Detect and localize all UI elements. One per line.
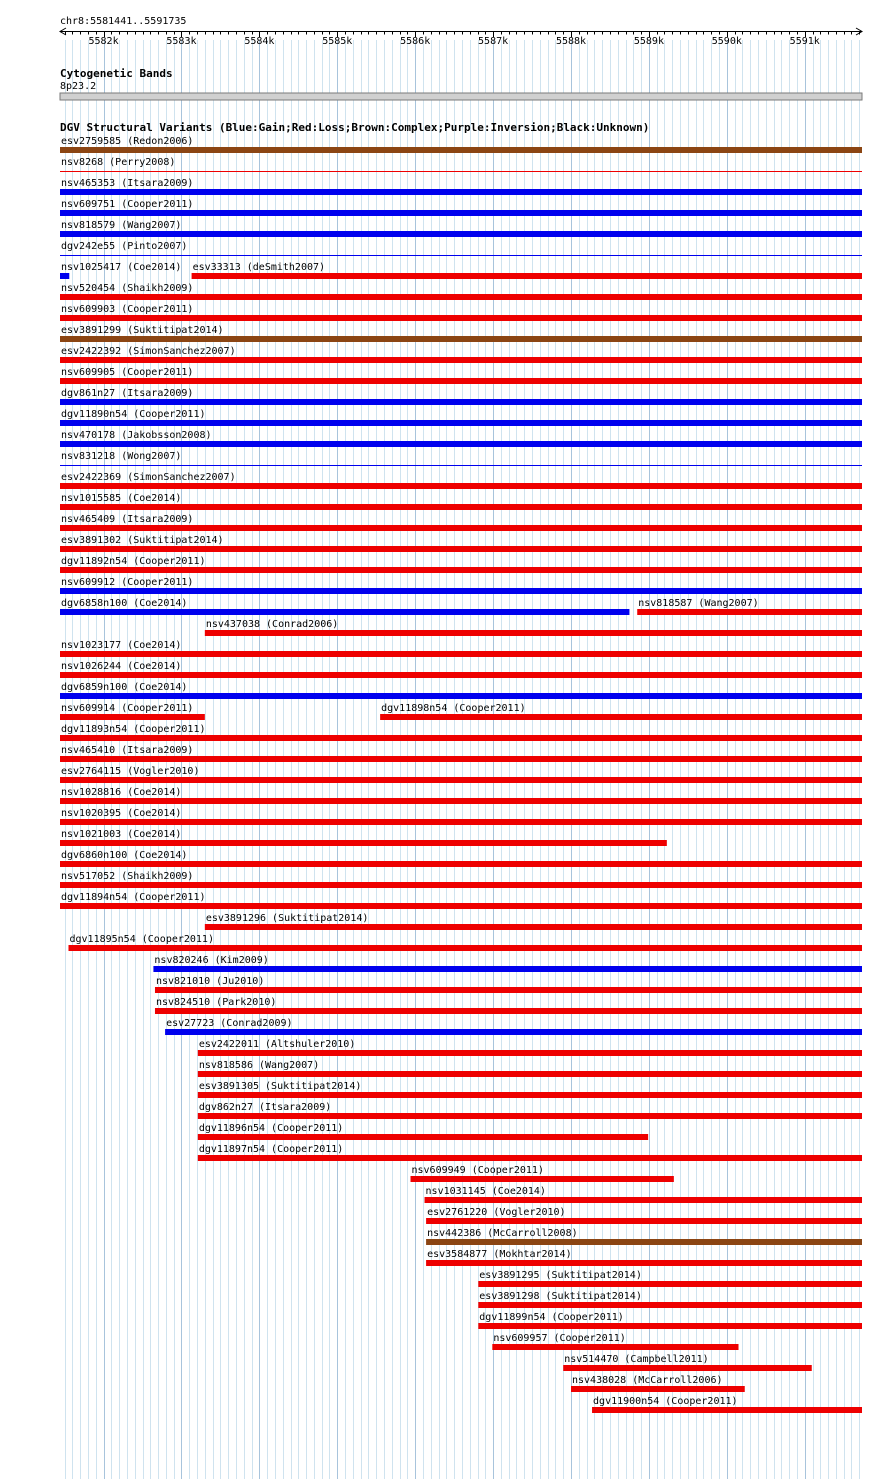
sv-feature[interactable] [60, 724, 862, 741]
sv-feature[interactable] [60, 388, 862, 405]
sv-bar[interactable] [478, 1281, 862, 1287]
sv-feature[interactable] [60, 241, 862, 256]
sv-feature[interactable] [60, 262, 181, 279]
ruler-tick-label: 5588k [555, 36, 587, 47]
sv-label: esv2422392 (SimonSanchez2007) [61, 346, 236, 357]
sv-label: esv2764115 (Vogler2010) [61, 766, 200, 777]
sv-feature[interactable] [60, 514, 862, 531]
sv-label: esv3891299 (Suktitipat2014) [61, 325, 224, 336]
sv-feature[interactable] [198, 1102, 862, 1119]
sv-feature[interactable] [60, 808, 862, 825]
sv-label: nsv1021003 (Coe2014) [61, 829, 182, 840]
sv-bar[interactable] [60, 378, 862, 384]
sv-label: dgv11894n54 (Cooper2011) [61, 892, 206, 903]
sv-feature[interactable] [205, 913, 862, 930]
sv-feature[interactable] [592, 1396, 862, 1413]
sv-label: nsv821010 (Ju2010) [155, 976, 265, 987]
sv-bar[interactable] [60, 399, 862, 405]
sv-feature[interactable] [425, 1186, 862, 1203]
sv-bar[interactable] [60, 315, 862, 321]
sv-feature[interactable] [60, 871, 862, 888]
sv-feature[interactable] [60, 283, 862, 300]
sv-feature[interactable] [198, 1060, 862, 1077]
sv-label: esv3891298 (Suktitipat2014) [479, 1291, 642, 1302]
sv-label: dgv6859n100 (Coe2014) [61, 682, 188, 693]
sv-label: esv3891296 (Suktitipat2014) [205, 913, 369, 924]
sv-bar[interactable] [60, 483, 862, 489]
sv-bar[interactable] [60, 882, 862, 888]
sv-bar[interactable] [60, 861, 862, 867]
sv-label: nsv514470 (Campbell2011) [564, 1354, 709, 1365]
sv-label: dgv11895n54 (Cooper2011) [69, 934, 214, 945]
sv-feature[interactable] [60, 178, 862, 195]
sv-bar[interactable] [60, 210, 862, 216]
ruler-tick-label: 5587k [478, 36, 509, 47]
sv-bar[interactable] [478, 1302, 862, 1308]
sv-feature[interactable] [192, 262, 862, 279]
sv-feature[interactable] [60, 199, 862, 216]
sv-feature[interactable] [60, 409, 862, 426]
sv-feature[interactable] [478, 1291, 862, 1308]
sv-feature[interactable] [60, 850, 862, 867]
sv-bar[interactable] [426, 1218, 862, 1224]
sv-bar[interactable] [60, 798, 862, 804]
sv-label: dgv11896n54 (Cooper2011) [198, 1123, 344, 1134]
cytoband-track [60, 67, 862, 100]
ruler-tick-label: 5591k [789, 36, 820, 47]
sv-bar[interactable] [198, 1155, 862, 1161]
sv-bar[interactable] [68, 945, 862, 951]
sv-feature[interactable] [198, 1039, 862, 1056]
sv-feature[interactable] [60, 220, 862, 237]
ruler-tick-label: 5585k [322, 36, 353, 47]
sv-bar[interactable] [60, 693, 862, 699]
sv-label: dgv11893n54 (Cooper2011) [61, 724, 206, 735]
sv-label: esv2761220 (Vogler2010) [427, 1207, 566, 1218]
sv-feature[interactable] [60, 577, 862, 594]
sv-bar[interactable] [60, 714, 205, 720]
sv-label: nsv1015585 (Coe2014) [61, 493, 182, 504]
cytoband-label: 8p23.2 [60, 81, 97, 92]
sv-bar[interactable] [155, 1008, 862, 1014]
region-label: chr8:5581441..5591735 [60, 16, 187, 27]
sv-feature[interactable] [426, 1249, 862, 1266]
sv-bar[interactable] [60, 588, 862, 594]
sv-label: dgv861n27 (Itsara2009) [61, 388, 194, 399]
sv-feature[interactable] [60, 703, 205, 720]
sv-bar[interactable] [592, 1407, 862, 1413]
sv-bar[interactable] [426, 1260, 862, 1266]
sv-label: esv3584877 (Mokhtar2014) [427, 1249, 572, 1260]
sv-label: esv27723 (Conrad2009) [166, 1018, 293, 1029]
sv-label: dgv6858n100 (Coe2014) [61, 598, 188, 609]
sv-bar[interactable] [411, 1176, 674, 1182]
sv-feature[interactable] [153, 955, 862, 972]
sv-label: nsv609912 (Cooper2011) [61, 577, 194, 588]
sv-bar[interactable] [60, 189, 862, 195]
sv-feature[interactable] [411, 1165, 674, 1182]
dgv-title: DGV Structural Variants (Blue:Gain;Red:Loss;Brown:Complex;Purple:Inversion;Black:Unknown) [60, 121, 650, 134]
sv-bar[interactable] [425, 1197, 862, 1203]
sv-feature[interactable] [60, 430, 862, 447]
dgv-track [60, 121, 862, 1413]
sv-bar[interactable] [60, 420, 862, 426]
sv-bar[interactable] [165, 1029, 862, 1035]
ruler-tick-label: 5583k [166, 36, 197, 47]
sv-bar[interactable] [153, 966, 862, 972]
sv-bar[interactable] [60, 903, 862, 909]
sv-bar[interactable] [60, 465, 862, 466]
sv-label: esv2422369 (SimonSanchez2007) [61, 472, 236, 483]
sv-label: nsv1031145 (Coe2014) [425, 1186, 546, 1197]
sv-label: dgv242e55 (Pinto2007) [61, 241, 188, 252]
dgv-features [60, 136, 862, 1413]
sv-label: nsv442386 (McCarroll2008) [427, 1228, 578, 1239]
sv-label: nsv1026244 (Coe2014) [61, 661, 182, 672]
sv-bar[interactable] [60, 273, 69, 279]
sv-feature[interactable] [60, 472, 862, 489]
sv-label: dgv11899n54 (Cooper2011) [479, 1312, 624, 1323]
sv-feature[interactable] [60, 892, 862, 909]
sv-label: nsv609905 (Cooper2011) [61, 367, 194, 378]
sv-bar[interactable] [60, 441, 862, 447]
sv-bar[interactable] [637, 609, 862, 615]
sv-label: dgv11897n54 (Cooper2011) [198, 1144, 344, 1155]
ruler-tick-label: 5590k [711, 36, 742, 47]
sv-feature[interactable] [198, 1081, 862, 1098]
sv-label: nsv1020395 (Coe2014) [61, 808, 182, 819]
sv-bar[interactable] [198, 1050, 862, 1056]
sv-label: nsv465353 (Itsara2009) [61, 178, 194, 189]
sv-bar[interactable] [205, 924, 862, 930]
sv-label: nsv470178 (Jakobsson2008) [61, 430, 212, 441]
sv-label: nsv438028 (McCarroll2006) [572, 1375, 723, 1386]
sv-bar[interactable] [60, 735, 862, 741]
sv-label: nsv465410 (Itsara2009) [61, 745, 194, 756]
sv-feature[interactable] [60, 451, 862, 466]
sv-label: nsv609949 (Cooper2011) [411, 1165, 544, 1176]
sv-label: nsv520454 (Shaikh2009) [61, 283, 194, 294]
ruler-tick-label: 5584k [244, 36, 275, 47]
sv-feature[interactable] [165, 1018, 862, 1035]
sv-bar[interactable] [60, 567, 862, 573]
sv-feature[interactable] [60, 304, 862, 321]
sv-label: dgv862n27 (Itsara2009) [198, 1102, 332, 1113]
sv-feature[interactable] [155, 976, 862, 993]
sv-feature[interactable] [155, 997, 862, 1014]
sv-label: nsv1025417 (Coe2014) [61, 262, 182, 273]
sv-label: dgv6860n100 (Coe2014) [61, 850, 188, 861]
sv-feature[interactable] [60, 325, 862, 342]
sv-feature[interactable] [60, 136, 862, 153]
sv-bar[interactable] [60, 147, 862, 153]
sv-feature[interactable] [426, 1228, 862, 1245]
sv-label: nsv818579 (Wang2007) [61, 220, 182, 231]
sv-label: nsv1023177 (Coe2014) [61, 640, 182, 651]
sv-bar[interactable] [60, 756, 862, 762]
sv-label: dgv11890n54 (Cooper2011) [61, 409, 206, 420]
sv-feature[interactable] [60, 346, 862, 363]
sv-label: nsv820246 (Kim2009) [154, 955, 269, 966]
sv-feature[interactable] [571, 1375, 745, 1392]
sv-bar[interactable] [380, 714, 862, 720]
sv-label: nsv609751 (Cooper2011) [61, 199, 194, 210]
sv-feature[interactable] [60, 661, 862, 678]
sv-feature[interactable] [478, 1312, 862, 1329]
sv-bar[interactable] [492, 1344, 738, 1350]
sv-label: esv3891305 (Suktitipat2014) [198, 1081, 362, 1092]
sv-feature[interactable] [60, 157, 862, 172]
sv-bar[interactable] [198, 1134, 648, 1140]
sv-bar[interactable] [192, 273, 862, 279]
sv-bar[interactable] [198, 1113, 862, 1119]
sv-feature[interactable] [60, 493, 862, 510]
sv-label: nsv437038 (Conrad2006) [205, 619, 339, 630]
sv-bar[interactable] [60, 525, 862, 531]
sv-bar[interactable] [60, 336, 862, 342]
sv-label: nsv609957 (Cooper2011) [493, 1333, 626, 1344]
sv-label: nsv824510 (Park2010) [155, 997, 277, 1008]
ruler-tick-label: 5582k [88, 36, 119, 47]
sv-bar[interactable] [60, 672, 862, 678]
sv-bar[interactable] [571, 1386, 745, 1392]
sv-feature[interactable] [60, 745, 862, 762]
sv-feature[interactable] [60, 766, 862, 783]
sv-label: nsv8268 (Perry2008) [61, 157, 176, 168]
sv-label: esv33313 (deSmith2007) [192, 262, 326, 273]
sv-label: nsv465409 (Itsara2009) [61, 514, 194, 525]
sv-bar[interactable] [60, 840, 667, 846]
sv-feature[interactable] [60, 682, 862, 699]
sv-bar[interactable] [60, 357, 862, 363]
sv-feature[interactable] [426, 1207, 862, 1224]
sv-bar[interactable] [60, 777, 862, 783]
sv-bar[interactable] [478, 1323, 862, 1329]
sv-feature[interactable] [60, 640, 862, 657]
sv-feature[interactable] [60, 535, 862, 552]
sv-label: nsv818586 (Wang2007) [198, 1060, 320, 1071]
sv-label: nsv609914 (Cooper2011) [61, 703, 194, 714]
sv-feature[interactable] [198, 1123, 648, 1140]
sv-label: dgv11898n54 (Cooper2011) [381, 703, 526, 714]
ruler-tick-label: 5589k [633, 36, 664, 47]
sv-label: nsv517052 (Shaikh2009) [61, 871, 194, 882]
sv-feature[interactable] [478, 1270, 862, 1287]
sv-label: esv2422011 (Altshuler2010) [198, 1039, 356, 1050]
ruler [60, 16, 862, 47]
sv-label: dgv11900n54 (Cooper2011) [593, 1396, 738, 1407]
sv-label: esv3891302 (Suktitipat2014) [61, 535, 224, 546]
sv-bar[interactable] [60, 609, 629, 615]
sv-bar[interactable] [60, 231, 862, 237]
sv-bar[interactable] [60, 504, 862, 510]
sv-bar[interactable] [60, 651, 862, 657]
sv-feature[interactable] [60, 598, 629, 615]
sv-bar[interactable] [198, 1071, 862, 1077]
sv-feature[interactable] [198, 1144, 862, 1161]
sv-bar[interactable] [60, 546, 862, 552]
sv-label: esv3891295 (Suktitipat2014) [479, 1270, 642, 1281]
sv-label: nsv609903 (Cooper2011) [61, 304, 194, 315]
sv-bar[interactable] [205, 630, 862, 636]
sv-label: nsv831218 (Wong2007) [61, 451, 182, 462]
sv-bar[interactable] [198, 1092, 862, 1098]
cytoband-title: Cytogenetic Bands [60, 67, 173, 80]
sv-label: nsv1028816 (Coe2014) [61, 787, 182, 798]
sv-bar[interactable] [60, 171, 862, 172]
sv-bar[interactable] [60, 255, 862, 256]
sv-feature[interactable] [205, 619, 862, 636]
sv-bar[interactable] [426, 1239, 862, 1245]
ruler-tick-label: 5586k [400, 36, 431, 47]
sv-bar[interactable] [60, 294, 862, 300]
sv-feature[interactable] [60, 367, 862, 384]
sv-label: esv2759585 (Redon2006) [61, 136, 194, 147]
sv-feature[interactable] [60, 556, 862, 573]
sv-feature[interactable] [492, 1333, 738, 1350]
sv-bar[interactable] [155, 987, 862, 993]
sv-feature[interactable] [60, 787, 862, 804]
sv-label: dgv11892n54 (Cooper2011) [61, 556, 206, 567]
sv-label: nsv818587 (Wang2007) [638, 598, 759, 609]
cytoband-bar[interactable] [60, 93, 862, 100]
sv-bar[interactable] [563, 1365, 812, 1371]
sv-bar[interactable] [60, 819, 862, 825]
sv-feature[interactable] [60, 829, 667, 846]
